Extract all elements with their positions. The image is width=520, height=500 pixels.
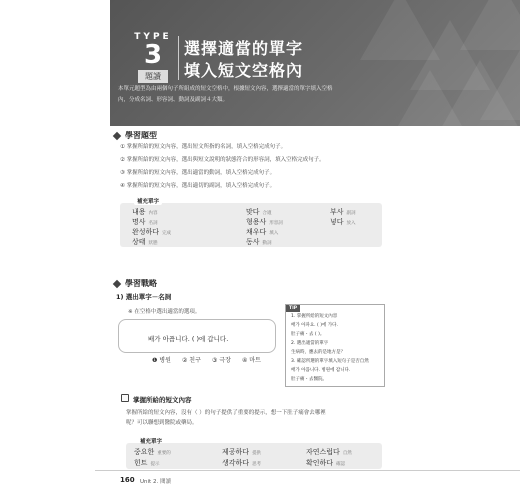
decor-triangle [480,50,520,120]
intro-line: 內，分成名詞、形容詞、動詞及副詞４大類。 [118,97,229,103]
page-number: 160 [120,476,135,484]
tip-line: 배가 아픕니다. 병원에 갑니다. [291,368,351,373]
section-heading-question-types [114,130,157,141]
tip-box [285,304,385,387]
type-word: TYPE [134,32,172,42]
vocab-heading: 補充單字 [134,197,162,205]
question-type-item: ④ 掌握所給的短文內容，選出適切的副詞，填入空格完成句子。 [120,183,276,189]
paragraph-line: 呢？可以聯想到醫院或藥局。 [126,420,198,426]
vocab-heading: 補充單字 [140,439,163,445]
question-type-item: ② 掌握所給的短文內容，選出與短文說明的狀態符合的形容詞，填入空格完成句子。 [120,157,325,163]
tip-line: 1. 掌握所給的短文內容 [291,314,338,319]
intro-line: 本單元題型為由兩個句子所組成的短文空格中，根據短文內容，選擇適當的單字填入空格 [118,86,333,92]
section-heading-text: 學習戰略 [125,279,157,288]
example-sentence: 배가 아픕니다. ( )에 갑니다. [148,335,229,343]
answer-option: ③ 극장 [212,357,231,364]
vocab-item: 채우다 填入 [246,228,279,236]
chapter-header [110,0,520,126]
footer-divider [95,470,520,471]
title-divider [178,36,179,80]
paragraph-line: 掌握所給的短文內容，沒有（ ）的句子提供了重要的提示，想一下肚子痛會去哪裡 [126,410,326,416]
tip-line: 배가 아파요. ( )에 가다. [291,323,338,328]
type-tag: 題讀 [138,70,168,83]
type-badge [130,32,176,83]
vocab-item: 생각하다 思考 [222,459,262,467]
book-icon [121,394,129,402]
tip-line: 2. 選出適當的單字 [291,341,329,346]
answer-option: ❶ 병원 [152,357,171,364]
vocab-item: 확인하다 確認 [306,459,346,467]
vocab-item: 완성하다 完成 [132,228,172,236]
answer-option: ② 친구 [182,357,201,364]
tip-line: 生病時，應去的是地方是？ [291,350,345,355]
section2-heading: 掌握所給的短文內容 [133,396,192,404]
question-type-item: ③ 掌握所給的短文內容，選出適當的動詞，填入空格完成句子。 [120,170,276,176]
strategy-note: ※ 在空格中選出適當的選項。 [128,309,201,315]
decor-triangle [460,0,520,50]
chapter-title-line2: 填入短文空格內 [184,61,304,80]
footer-unit: Unit 2. 閱讀 [140,479,171,485]
vocab-item: 제공하다 提供 [222,448,262,456]
tip-line: 肚子痛・去 ( )。 [291,332,325,337]
vocab-item: 명사 名詞 [132,218,158,226]
vocab-item: 중요한 重要的 [134,448,171,456]
vocab-item: 맞다 合適 [246,208,272,216]
chapter-intro [118,84,408,106]
section-heading-text: 學習題型 [125,131,157,140]
diamond-icon [113,279,121,287]
strategy-subheading: 1) 選出單字－名詞 [116,293,172,301]
tip-line: 3. 確認所選的單字填入短句子是否自然 [291,359,369,364]
question-type-item: ① 掌握所給的短文內容，選出短文所指的名詞，填入空格完成句子。 [120,144,287,150]
tip-line: 肚子痛・去醫院。 [291,377,327,382]
vocab-item: 형용사 形容詞 [246,218,283,226]
chapter-title-line1: 選擇適當的單字 [184,39,304,58]
diamond-icon [113,131,121,139]
vocab-item: 힌트 提示 [134,459,160,467]
vocab-item: 내용 內容 [132,208,158,216]
tip-tag: TIP [286,305,300,312]
section2-paragraph [126,408,381,428]
answer-option: ④ 마트 [242,357,261,364]
vocab-item: 동사 動詞 [246,238,272,246]
vocab-item: 상태 狀態 [132,238,158,246]
type-number: 3 [143,40,163,70]
vocab-item: 자연스럽다 自然 [306,448,352,456]
vocab-item: 넣다 放入 [330,218,356,226]
vocab-item: 부사 副詞 [330,208,356,216]
section-heading-strategy [114,278,157,289]
